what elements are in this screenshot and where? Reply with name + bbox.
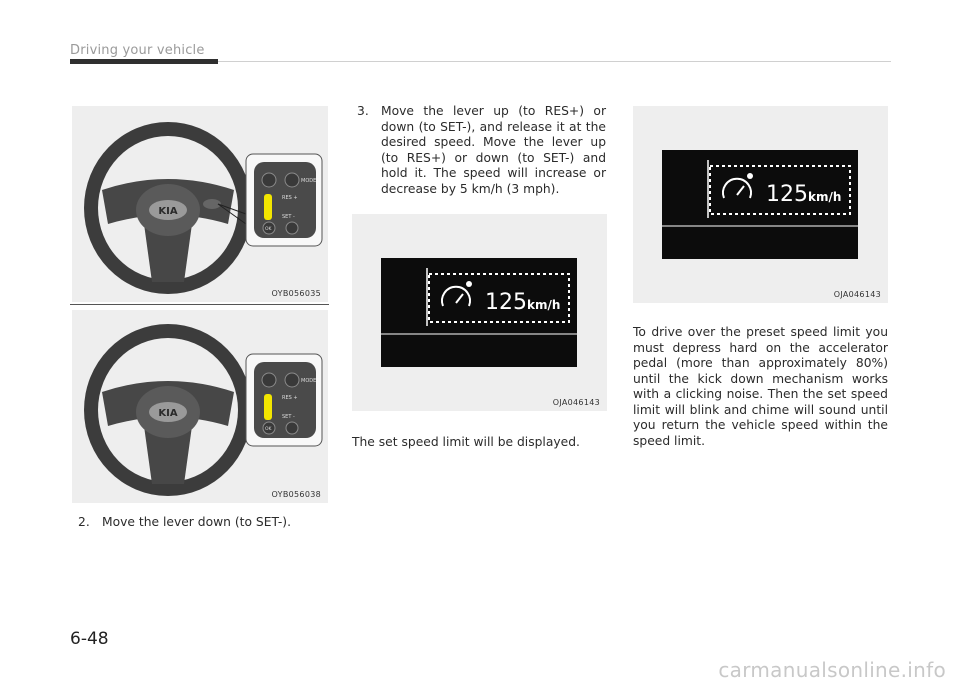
figure-divider [70,304,329,305]
svg-text:MODE: MODE [301,378,317,384]
step-number: 3. [357,104,369,118]
figure-code: OJA046143 [833,290,881,299]
figure-code: OYB056038 [271,490,321,499]
step-text: Move the lever up (to RES+) or down (to SET-), and release it at the desired speed. Move the lever up (to RES+) or down (to SET-) and hold it. The speed will increase or decrease by 5 km/h (3 mph). [381,104,606,196]
figure-code: OYB056035 [271,289,321,298]
speed-limit-display [662,150,858,259]
cluster-display [662,150,858,259]
speed-limit-display [381,258,577,367]
page-header [70,42,891,66]
page-number: 6-48 [70,629,109,649]
override-paragraph: To drive over the preset speed limit you must depress hard on the accelerator pedal (more than approximately 80%) until the kick down mechanism works with a clicking noise. Then the set speed limit will blink and chime will sound until you return the vehicle speed within the speed limit. [633,325,888,448]
steering-wheel-illustration [72,106,328,302]
figure-code: OJA046143 [552,398,600,407]
displayed-paragraph: The set speed limit will be displayed. [352,435,580,449]
svg-text:MODE: MODE [301,178,317,184]
svg-text:SET -: SET - [282,414,295,420]
step-3 [357,104,606,202]
set-speed-value: 125 [485,290,527,315]
step-number: 2. [78,515,90,529]
speedometer-icon [442,281,472,306]
svg-text:RES +: RES + [282,195,298,201]
steering-wheel-illustration [72,310,328,503]
kia-logo: KIA [158,408,178,419]
speedometer-icon [723,173,753,198]
cluster-display-figure-right [633,106,888,303]
steering-wheel-figure-bottom [72,310,328,503]
svg-text:OK: OK [265,427,272,432]
svg-text:OK: OK [265,227,272,232]
header-rule [218,61,891,62]
svg-text:SET -: SET - [282,214,295,220]
set-speed-value: 125 [766,182,808,207]
header-bar [70,59,218,64]
speed-unit: km/h [527,298,561,312]
cluster-display [381,258,577,367]
section-title: Driving your vehicle [70,43,205,58]
steering-wheel-figure-top [72,106,328,302]
svg-text:RES +: RES + [282,395,298,401]
kia-logo: KIA [158,206,178,217]
step-text: Move the lever down (to SET-). [102,515,292,529]
cluster-display-figure-middle [352,214,607,411]
speed-unit: km/h [808,190,842,204]
watermark: carmanualsonline.info [718,658,946,682]
